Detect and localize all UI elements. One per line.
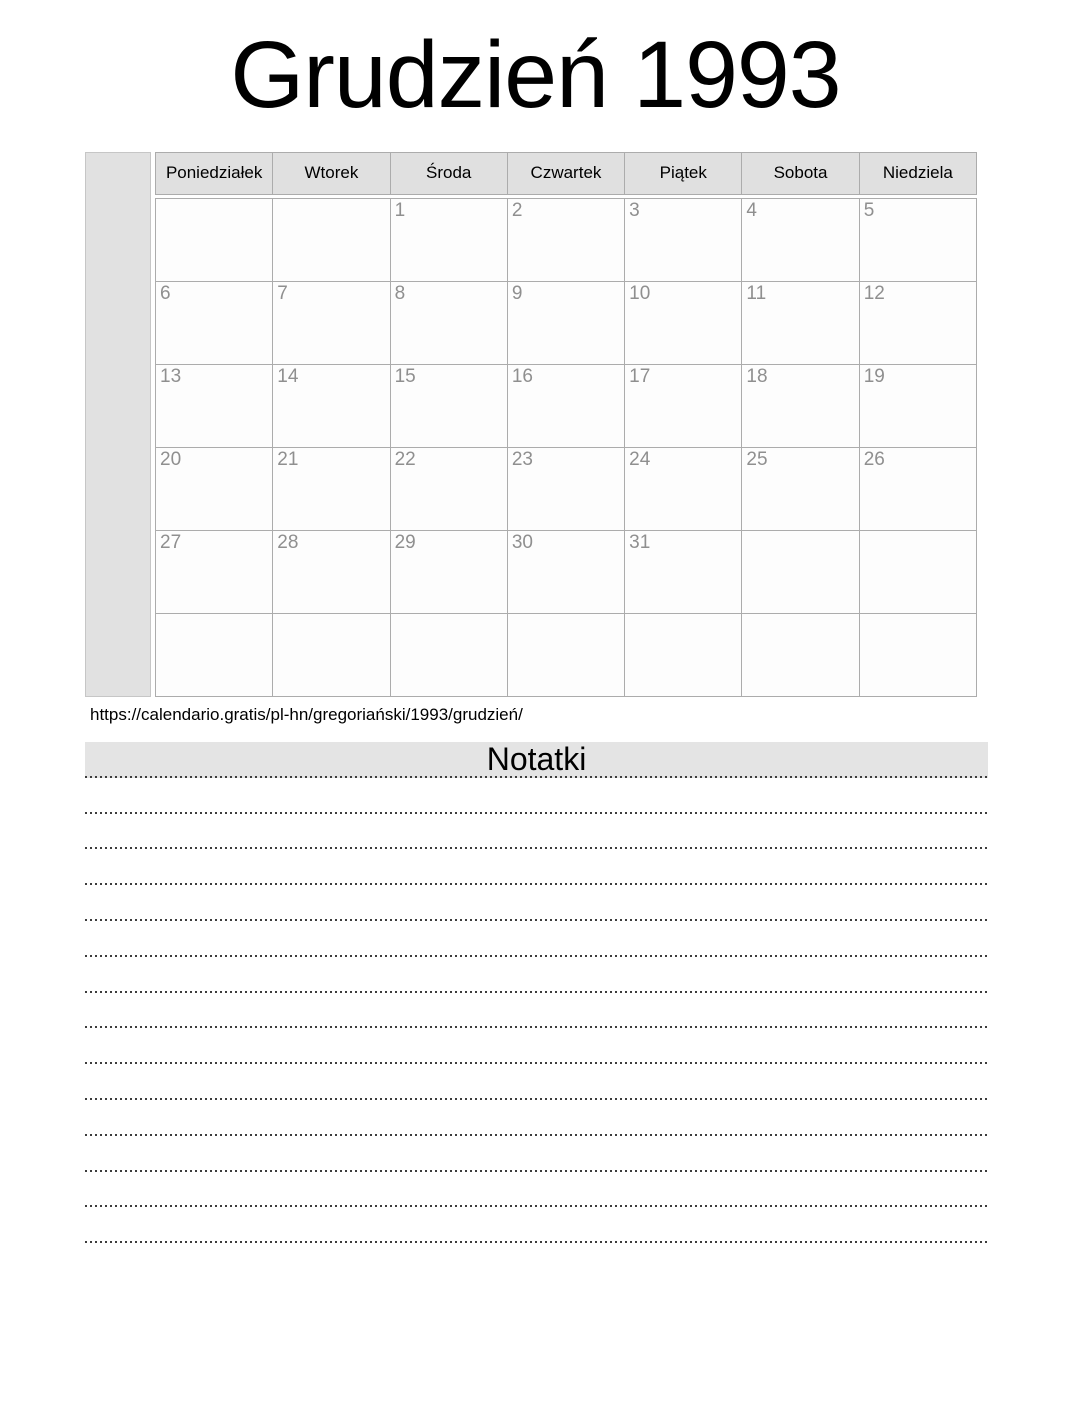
week-row: [156, 447, 977, 530]
day-cell: [273, 198, 390, 281]
day-cell: [507, 613, 624, 696]
day-cell: 23: [507, 447, 624, 530]
note-line: [85, 1100, 988, 1136]
day-cell: 1: [390, 198, 507, 281]
day-cell: [742, 613, 859, 696]
week-row: [156, 613, 977, 696]
day-cell: 7: [273, 281, 390, 364]
day-cell: 30: [507, 530, 624, 613]
note-line: [85, 921, 988, 957]
day-cell: 25: [742, 447, 859, 530]
day-cell: 17: [625, 364, 742, 447]
day-cell: 20: [156, 447, 273, 530]
day-cell: 31: [625, 530, 742, 613]
note-line: [85, 885, 988, 921]
note-line: [85, 1028, 988, 1064]
day-header-thursday: Czwartek: [507, 152, 624, 194]
day-cell: [156, 198, 273, 281]
day-cell: 21: [273, 447, 390, 530]
day-header-friday: Piątek: [625, 152, 742, 194]
day-cell: 19: [859, 364, 976, 447]
day-cell: [742, 530, 859, 613]
day-cell: 3: [625, 198, 742, 281]
calendar: [85, 152, 977, 697]
day-cell: [156, 613, 273, 696]
calendar-header-row: [155, 152, 977, 195]
week-row: [156, 281, 977, 364]
day-cell: 4: [742, 198, 859, 281]
note-line: [85, 957, 988, 993]
day-header-monday: Poniedziałek: [156, 152, 273, 194]
day-cell: 11: [742, 281, 859, 364]
day-cell: 13: [156, 364, 273, 447]
note-line: [85, 778, 988, 814]
note-line: [85, 814, 988, 850]
day-header-wednesday: Środa: [390, 152, 507, 194]
day-header-saturday: Sobota: [742, 152, 859, 194]
day-cell: 9: [507, 281, 624, 364]
day-cell: 8: [390, 281, 507, 364]
source-url: https://calendario.gratis/pl-hn/gregoriański/1993/grudzień/: [90, 704, 523, 724]
note-line: [85, 1207, 988, 1243]
day-cell: 27: [156, 530, 273, 613]
day-cell: 10: [625, 281, 742, 364]
day-cell: 29: [390, 530, 507, 613]
notes-heading: Notatki: [85, 742, 988, 778]
calendar-grid: [155, 152, 977, 697]
page-title: Grudzień 1993: [230, 22, 841, 128]
note-line: [85, 1172, 988, 1208]
day-header-sunday: Niedziela: [859, 152, 976, 194]
day-cell: 15: [390, 364, 507, 447]
note-line: [85, 849, 988, 885]
note-line: [85, 993, 988, 1029]
calendar-body: [155, 198, 977, 697]
note-line: [85, 1136, 988, 1172]
day-cell: [390, 613, 507, 696]
week-row: [156, 530, 977, 613]
day-cell: 2: [507, 198, 624, 281]
day-cell: 14: [273, 364, 390, 447]
day-cell: 18: [742, 364, 859, 447]
day-cell: [273, 613, 390, 696]
calendar-side-strip: [85, 152, 151, 697]
day-cell: 6: [156, 281, 273, 364]
day-cell: 28: [273, 530, 390, 613]
day-cell: 12: [859, 281, 976, 364]
notes-lines: [85, 778, 988, 1243]
day-cell: 24: [625, 447, 742, 530]
day-cell: 5: [859, 198, 976, 281]
day-header-tuesday: Wtorek: [273, 152, 390, 194]
notes-section: [85, 742, 988, 1243]
day-cell: 26: [859, 447, 976, 530]
day-cell: [859, 613, 976, 696]
day-cell: 16: [507, 364, 624, 447]
week-row: [156, 364, 977, 447]
day-cell: [625, 613, 742, 696]
note-line: [85, 1064, 988, 1100]
day-cell: 22: [390, 447, 507, 530]
week-row: [156, 198, 977, 281]
day-cell: [859, 530, 976, 613]
